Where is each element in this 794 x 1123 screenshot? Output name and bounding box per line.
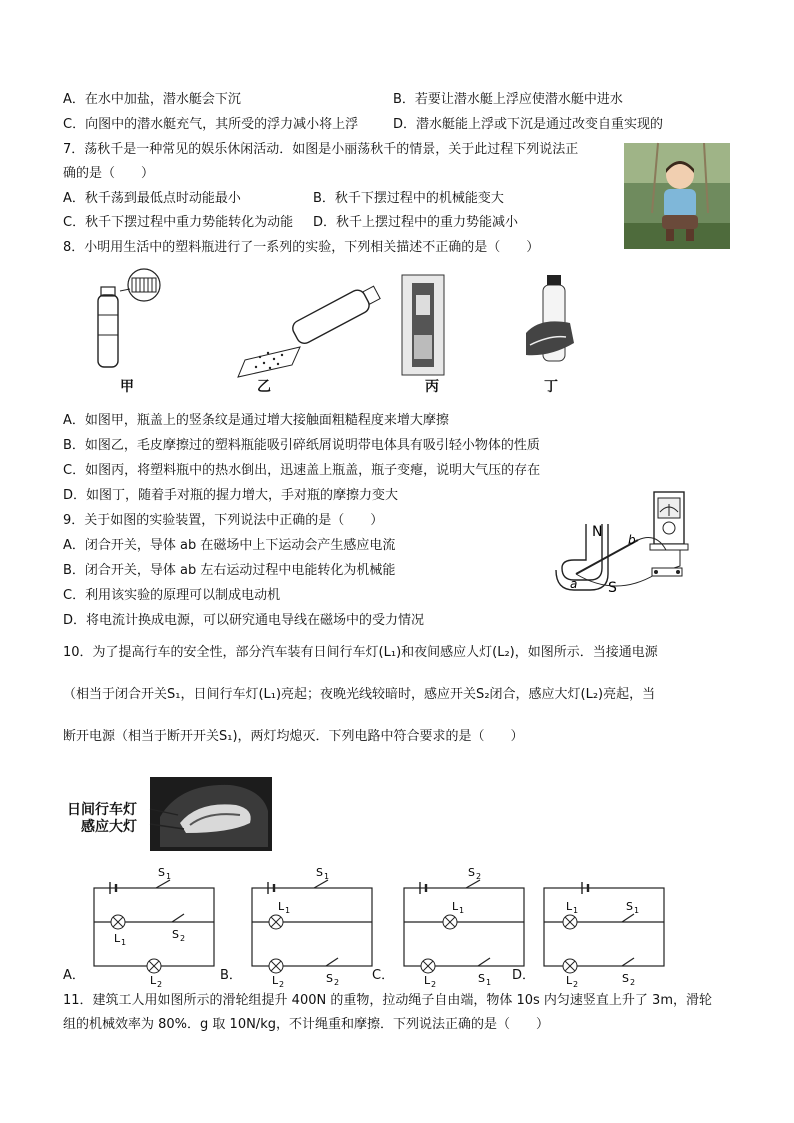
induction-apparatus-figure	[556, 488, 716, 600]
q8-option-b: B．如图乙，毛皮摩擦过的塑料瓶能吸引碎纸屑说明带电体具有吸引轻小物体的性质	[63, 438, 540, 453]
svg-text:L: L	[566, 900, 573, 913]
q8-stem: 8．小明用生活中的塑料瓶进行了一系列的实验，下列相关描述不正确的是（ ）	[63, 240, 540, 255]
q10-stem-line1: 10．为了提高行车的安全性，部分汽车装有日间行车灯(L₁)和夜间感应人灯(L₂)，如图所示．当接通电源	[63, 645, 658, 660]
svg-text:S: S	[158, 866, 165, 879]
bottle-bing-figure	[402, 275, 444, 375]
q6-option-d: D．潜水艇能上浮或下沉是通过改变自重实现的	[393, 117, 664, 132]
q7-stem-line2: 确的是（ ）	[63, 166, 155, 181]
svg-text:1: 1	[324, 872, 330, 881]
q6-option-c: C．向图中的潜水艇充气，其所受的浮力减小将上浮	[63, 117, 359, 132]
daytime-light-label: 日间行车灯	[67, 802, 137, 818]
svg-text:S: S	[316, 866, 323, 879]
svg-text:L: L	[150, 974, 157, 987]
label-ding: 丁	[544, 379, 558, 395]
circuit-a	[94, 866, 214, 989]
svg-text:L: L	[278, 900, 285, 913]
choice-c-label: C．	[372, 968, 395, 983]
headlight-photo	[150, 777, 272, 851]
q7-stem-line1: 7．荡秋千是一种常见的娱乐休闲活动．如图是小丽荡秋千的情景，关于此过程下列说法正	[63, 142, 579, 157]
q7-option-a: A．秋千荡到最低点时动能最小	[63, 191, 241, 206]
svg-text:S: S	[172, 928, 179, 941]
svg-text:1: 1	[166, 872, 172, 881]
svg-text:2: 2	[157, 980, 163, 989]
sensor-light-label: 感应大灯	[81, 819, 137, 835]
q9-option-b: B．闭合开关，导体 ab 左右运动过程中电能转化为机械能	[63, 563, 396, 578]
svg-text:1: 1	[634, 906, 640, 915]
svg-text:S: S	[468, 866, 475, 879]
q11-stem-line1: 11．建筑工人用如图所示的滑轮组提升 400N 的重物，拉动绳子自由端，物体 10s 内匀速竖直上升了 3m，滑轮	[63, 993, 712, 1008]
label-jia: 甲	[120, 379, 134, 395]
conductor-end-a: a	[570, 577, 578, 591]
q7-option-d: D．秋千上摆过程中的重力势能减小	[313, 215, 519, 230]
q8-option-d: D．如图丁，随着手对瓶的握力增大，手对瓶的摩擦力变大	[63, 488, 399, 503]
svg-text:2: 2	[573, 980, 579, 989]
svg-text:2: 2	[334, 978, 340, 987]
swing-photo	[624, 143, 730, 249]
q9-stem: 9．关于如图的实验装置，下列说法中正确的是（ ）	[63, 513, 384, 528]
svg-text:L: L	[452, 900, 459, 913]
svg-text:1: 1	[573, 906, 579, 915]
svg-text:L: L	[114, 932, 121, 945]
svg-text:S: S	[326, 972, 333, 985]
conductor-end-b: b	[628, 533, 636, 547]
q8-option-a: A．如图甲，瓶盖上的竖条纹是通过增大接触面粗糙程度来增大摩擦	[63, 413, 449, 428]
svg-text:1: 1	[459, 906, 465, 915]
svg-text:L: L	[566, 974, 573, 987]
svg-text:1: 1	[121, 938, 127, 947]
q11-stem-line2: 组的机械效率为 80%．g 取 10N/kg，不计绳重和摩擦．下列说法正确的是（ ）	[63, 1017, 549, 1032]
bottle-yi-figure	[290, 282, 382, 346]
magnet-n-pole: N	[592, 524, 603, 540]
q7-option-c: C．秋千下摆过程中重力势能转化为动能	[63, 215, 294, 230]
q7-option-b: B．秋千下摆过程中的机械能变大	[313, 191, 504, 206]
svg-text:S: S	[478, 972, 485, 985]
magnet-s-pole: S	[608, 580, 617, 596]
svg-text:2: 2	[630, 978, 636, 987]
circuit-d	[544, 882, 664, 989]
q8-option-c: C．如图丙，将塑料瓶中的热水倒出，迅速盖上瓶盖，瓶子变瘪，说明大气压的存在	[63, 463, 541, 478]
svg-text:1: 1	[285, 906, 291, 915]
svg-text:L: L	[424, 974, 431, 987]
q9-option-c: C．利用该实验的原理可以制成电动机	[63, 588, 281, 603]
q9-option-a: A．闭合开关，导体 ab 在磁场中上下运动会产生感应电流	[63, 538, 396, 553]
svg-text:S: S	[626, 900, 633, 913]
circuit-b	[252, 866, 372, 989]
choice-d-label: D．	[512, 968, 536, 983]
q6-option-b: B．若要让潜水艇上浮应使潜水艇中进水	[393, 92, 623, 107]
q6-option-a: A．在水中加盐，潜水艇会下沉	[63, 92, 241, 107]
choice-b-label: B．	[220, 968, 242, 983]
svg-text:S: S	[622, 972, 629, 985]
circuit-c	[404, 866, 524, 989]
svg-text:L: L	[272, 974, 279, 987]
q9-option-d: D．将电流计换成电源，可以研究通电导线在磁场中的受力情况	[63, 613, 425, 628]
q10-stem-line3: 断开电源（相当于断开开关S₁)，两灯均熄灭．下列电路中符合要求的是（ ）	[63, 729, 524, 744]
svg-text:1: 1	[486, 978, 492, 987]
svg-text:2: 2	[180, 934, 186, 943]
bottle-jia-figure	[98, 269, 160, 367]
bottle-figures	[60, 265, 620, 405]
choice-a-label: A．	[63, 968, 85, 983]
label-yi: 乙	[257, 379, 271, 395]
svg-text:2: 2	[431, 980, 437, 989]
svg-text:2: 2	[279, 980, 285, 989]
label-bing: 丙	[425, 379, 439, 395]
circuit-options	[80, 862, 680, 989]
bottle-ding-figure	[526, 275, 574, 361]
svg-text:2: 2	[476, 872, 482, 881]
q10-stem-line2: （相当于闭合开关S₁，日间行车灯(L₁)亮起；夜晚光线较暗时，感应开关S₂闭合，感应大灯(L₂)亮起，当	[63, 687, 656, 702]
